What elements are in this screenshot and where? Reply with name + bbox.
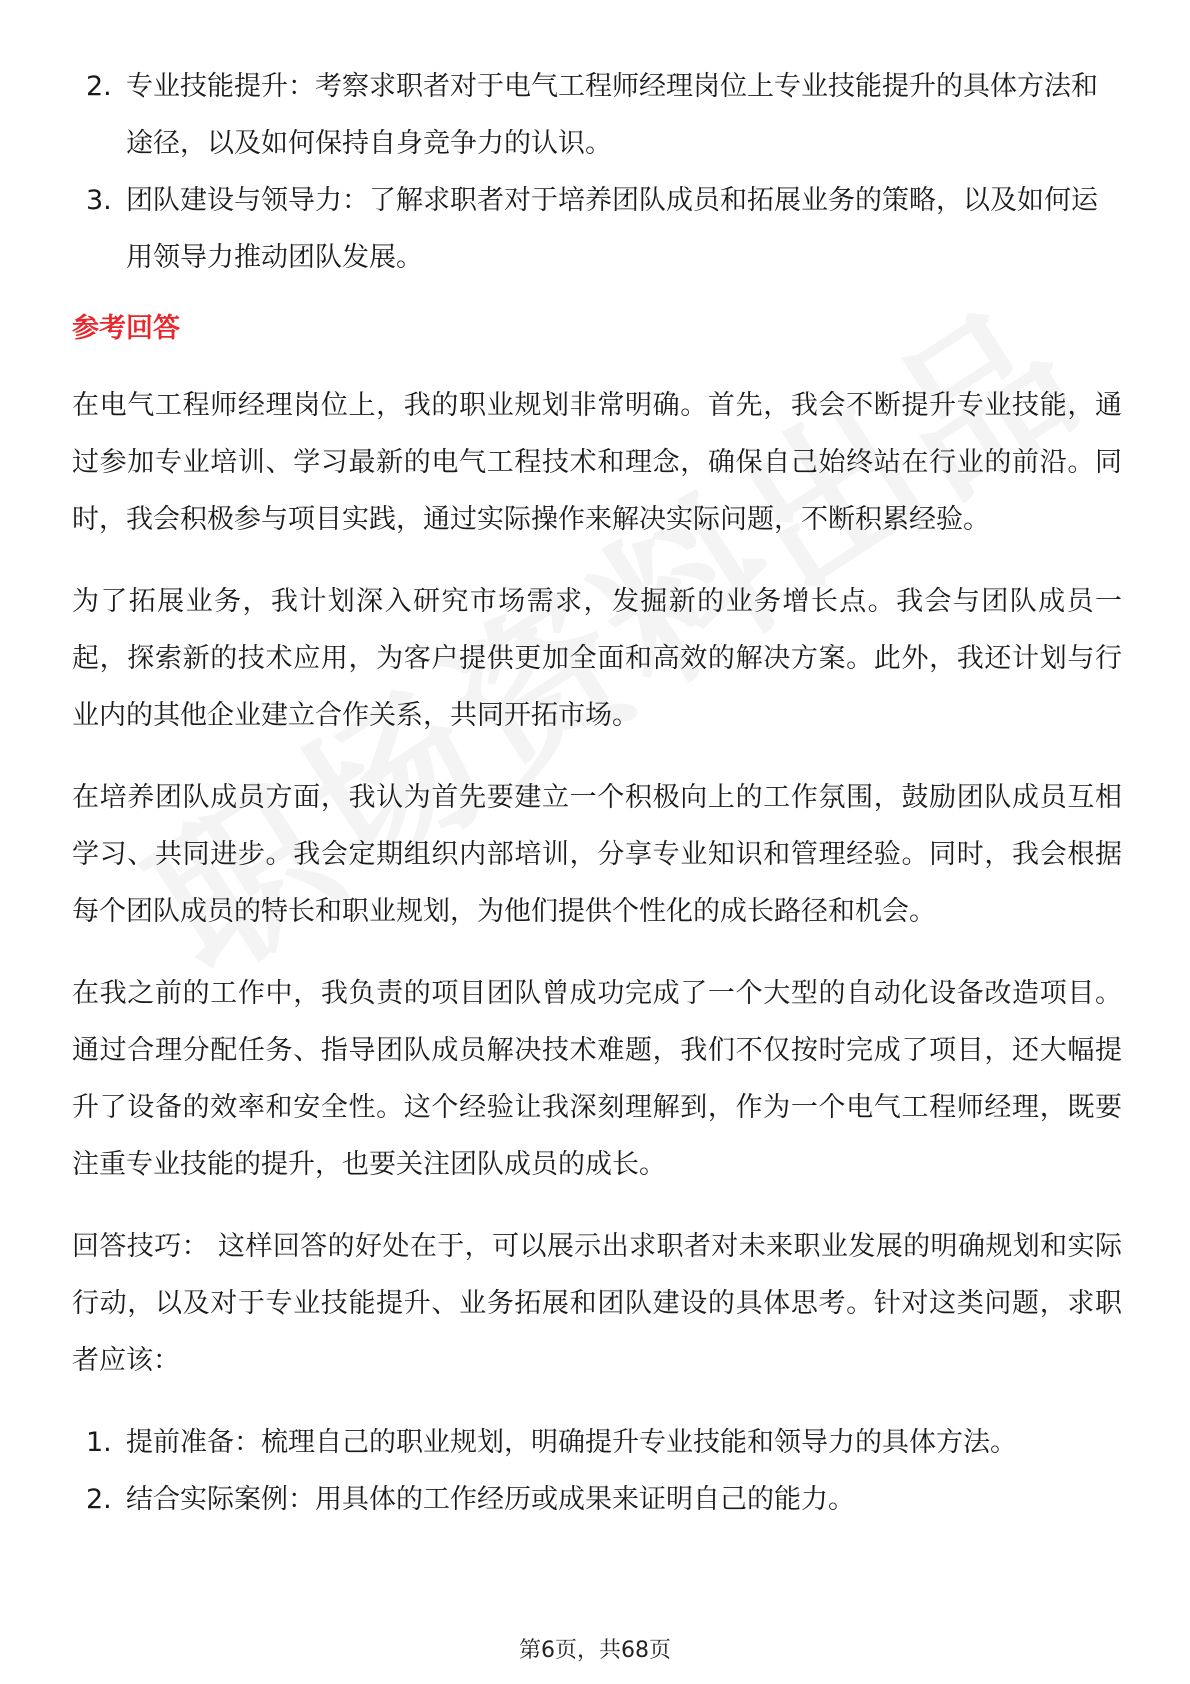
- list-item-term: 专业技能提升：: [126, 71, 315, 102]
- paragraph: 在我之前的工作中，我负责的项目团队曾成功完成了一个大型的自动化设备改造项目。通过合理分配任务、指导团队成员解决技术难题，我们不仅按时完成了项目，还大幅提升了设备的效率和安全性。这个经验让我深刻理解到，作为一个电气工程师经理，既要注重专业技能的提升，也要关注团队成员的成长。: [72, 978, 1122, 1180]
- section-heading: 参考回答: [72, 313, 180, 344]
- bottom-numbered-list: [72, 1414, 1122, 1528]
- list-item: [72, 58, 1122, 172]
- answer-tips-paragraph: 回答技巧： 这样回答的好处在于，可以展示出求职者对未来职业发展的明确规划和实际行动，以及对于专业技能提升、业务拓展和团队建设的具体思考。针对这类问题，求职者应该：: [72, 1231, 1122, 1376]
- paragraph: 为了拓展业务，我计划深入研究市场需求，发掘新的业务增长点。我会与团队成员一起，探索新的技术应用，为客户提供更加全面和高效的解决方案。此外，我还计划与行业内的其他企业建立合作关系，共同开拓市场。: [72, 586, 1122, 731]
- list-item-number: 3.: [86, 185, 112, 216]
- list-item: [72, 172, 1122, 286]
- list-item: [72, 1414, 1122, 1471]
- paragraph: 在培养团队成员方面，我认为首先要建立一个积极向上的工作氛围，鼓励团队成员互相学习、共同进步。我会定期组织内部培训，分享专业知识和管理经验。同时，我会根据每个团队成员的特长和职业规划，为他们提供个性化的成长路径和机会。: [72, 782, 1122, 927]
- list-item-number: 1.: [86, 1427, 112, 1458]
- list-item-text: 考察求职者对于电气工程师经理岗位上专业技能提升的具体方法和途径，以及如何保持自身竞争力的认识。: [126, 71, 1098, 159]
- page-content: [72, 58, 1122, 1528]
- list-item-text: 梳理自己的职业规划，明确提升专业技能和领导力的具体方法。: [261, 1427, 1017, 1458]
- paragraph: 在电气工程师经理岗位上，我的职业规划非常明确。首先，我会不断提升专业技能，通过参加专业培训、学习最新的电气工程技术和理念，确保自己始终站在行业的前沿。同时，我会积极参与项目实践，通过实际操作来解决实际问题，不断积累经验。: [72, 390, 1122, 535]
- list-item-text: 用具体的工作经历或成果来证明自己的能力。: [315, 1484, 855, 1515]
- list-item-number: 2.: [86, 1484, 112, 1515]
- list-item-text: 了解求职者对于培养团队成员和拓展业务的策略，以及如何运用领导力推动团队发展。: [126, 185, 1098, 273]
- list-item: [72, 1471, 1122, 1528]
- list-item-term: 结合实际案例：: [126, 1484, 315, 1515]
- list-item-term: 提前准备：: [126, 1427, 261, 1458]
- list-item-number: 2.: [86, 71, 112, 102]
- page-footer: 第6页，共68页: [519, 1638, 671, 1663]
- top-numbered-list: [72, 58, 1122, 286]
- list-item-term: 团队建设与领导力：: [126, 185, 369, 216]
